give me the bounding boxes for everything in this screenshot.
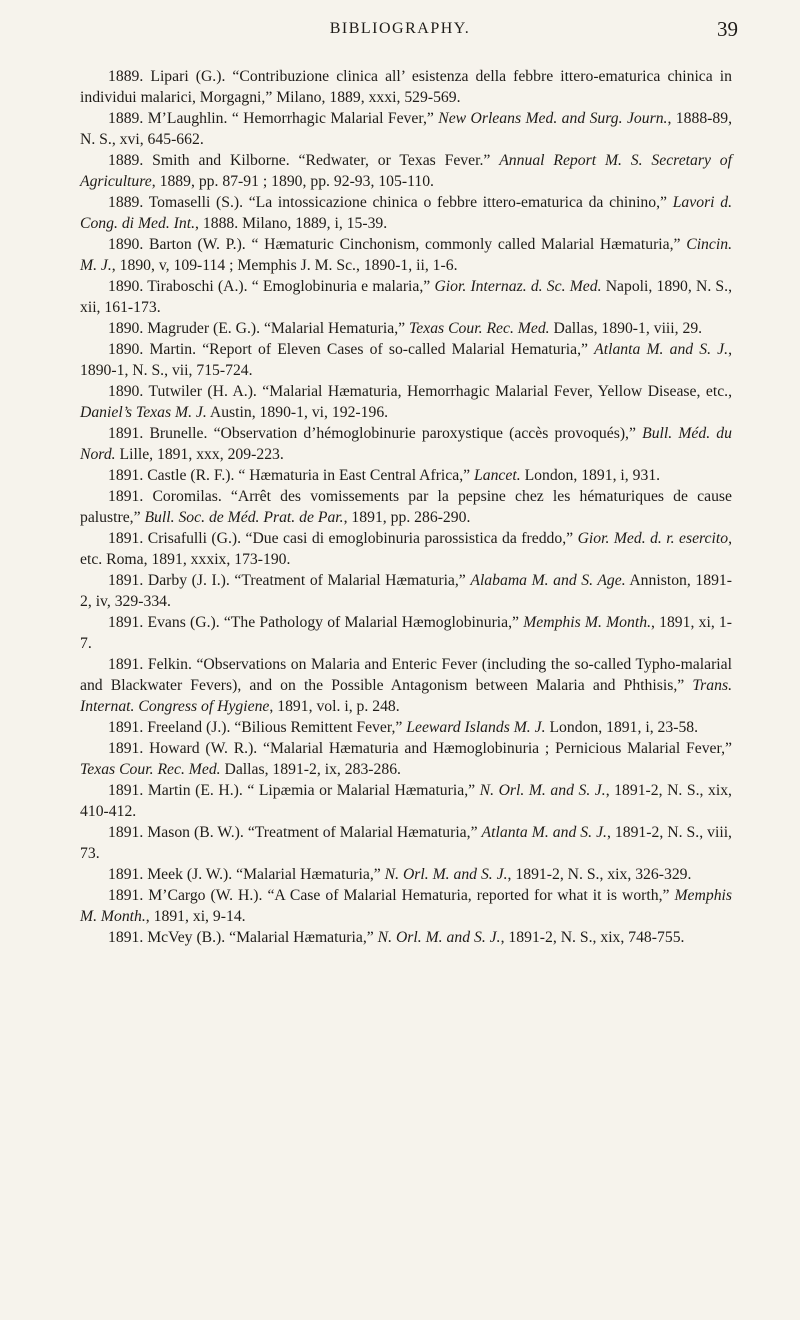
entry-rest: , 1891-2, N. S., xix, 410-412. bbox=[80, 782, 732, 820]
entry-lead: 1890. Barton (W. P.). “ Hæmaturic Cinchonism, commonly called Malarial Hæmaturia,” bbox=[108, 236, 687, 253]
entry-rest: London, 1891, i, 23-58. bbox=[545, 719, 699, 736]
page-number: 39 bbox=[717, 17, 738, 41]
entry-lead: 1891. M’Cargo (W. H.). “A Case of Malarial Hematuria, reported for what it is worth,” bbox=[108, 887, 675, 904]
entry-journal: Lavori d. Cong. di Med. Int. bbox=[80, 194, 732, 232]
entry-lead: 1891. Coromilas. “Arrêt des vomissements par la pepsine chez les hématuriques de cause palustre,” bbox=[80, 488, 732, 526]
entry-journal: Cincin. M. J. bbox=[80, 236, 732, 274]
entry-lead: 1891. Howard (W. R.). “Malarial Hæmaturia and Hæmoglobinuria ; Pernicious Malarial Fever,” bbox=[108, 740, 732, 757]
bibliography-entry bbox=[80, 339, 732, 381]
entry-rest: Dallas, 1891-2, ix, 283-286. bbox=[220, 761, 401, 778]
entry-rest: , 1888-89, N. S., xvi, 645-662. bbox=[80, 110, 732, 148]
entry-lead: 1889. Lipari (G.). “Contribuzione clinica all’ esistenza della febbre ittero-ematurica chinica in individui malarici, Morgagni,” Milano, 1889, xxxi, 529-569. bbox=[80, 68, 732, 106]
entry-lead: 1891. Mason (B. W.). “Treatment of Malarial Hæmaturia,” bbox=[108, 824, 482, 841]
entry-journal: Memphis M. Month. bbox=[523, 614, 651, 631]
entry-journal: Bull. Soc. de Méd. Prat. de Par. bbox=[144, 509, 344, 526]
entry-journal: Texas Cour. Rec. Med. bbox=[80, 761, 221, 778]
entry-lead: 1891. Darby (J. I.). “Treatment of Malarial Hæmaturia,” bbox=[108, 572, 471, 589]
bibliography-entry bbox=[80, 108, 732, 150]
entry-rest: , 1891, xi, 9-14. bbox=[145, 908, 246, 925]
entry-lead: 1890. Tutwiler (H. A.). “Malarial Hæmaturia, Hemorrhagic Malarial Fever, Yellow Disease, etc., bbox=[108, 383, 732, 400]
running-head bbox=[0, 17, 800, 44]
entry-lead: 1891. Crisafulli (G.). “Due casi di emoglobinuria parossistica da freddo,” bbox=[108, 530, 578, 547]
entry-lead: 1889. Tomaselli (S.). “La intossicazione chinica o febbre ittero-ematurica da chinino,” bbox=[108, 194, 673, 211]
bibliography-entry bbox=[80, 423, 732, 465]
bibliography-entry bbox=[80, 234, 732, 276]
bibliography-entry bbox=[80, 822, 732, 864]
entry-rest: , 1889, pp. 87-91 ; 1890, pp. 92-93, 105-110. bbox=[151, 173, 434, 190]
entry-rest: , 1891-2, N. S., viii, 73. bbox=[80, 824, 732, 862]
entry-rest: London, 1891, i, 931. bbox=[520, 467, 661, 484]
entry-rest: Napoli, 1890, N. S., xii, 161-173. bbox=[80, 278, 732, 316]
bibliography-entry bbox=[80, 885, 732, 927]
entry-lead: 1891. Meek (J. W.). “Malarial Hæmaturia,” bbox=[108, 866, 385, 883]
entry-journal: N. Orl. M. and S. J. bbox=[479, 782, 606, 799]
entry-rest: Lille, 1891, xxx, 209-223. bbox=[115, 446, 284, 463]
entry-journal: Bull. Méd. du Nord. bbox=[80, 425, 732, 463]
entry-rest: Dallas, 1890-1, viii, 29. bbox=[549, 320, 703, 337]
entry-journal: Trans. Internat. Congress of Hygiene bbox=[80, 677, 732, 715]
entry-rest: , 1891, vol. i, p. 248. bbox=[269, 698, 400, 715]
bibliography-entry bbox=[80, 381, 732, 423]
bibliography-entry bbox=[80, 66, 732, 108]
entry-journal: Atlanta M. and S. J. bbox=[481, 824, 607, 841]
running-head-title: BIBLIOGRAPHY. bbox=[329, 20, 471, 37]
entry-journal: Atlanta M. and S. J. bbox=[594, 341, 729, 358]
bibliography-entry bbox=[80, 528, 732, 570]
entry-rest: , 1891-2, N. S., xix, 326-329. bbox=[507, 866, 692, 883]
entry-rest: , 1888. Milano, 1889, i, 15-39. bbox=[195, 215, 388, 232]
entry-rest: , 1891, pp. 286-290. bbox=[343, 509, 471, 526]
entry-lead: 1891. McVey (B.). “Malarial Hæmaturia,” bbox=[108, 929, 378, 946]
entry-journal: Annual Report M. S. Secretary of Agriculture bbox=[80, 152, 732, 190]
bibliography-entry bbox=[80, 612, 732, 654]
entry-journal: Gior. Med. d. r. esercito bbox=[577, 530, 729, 547]
entry-journal: Lancet. bbox=[474, 467, 521, 484]
bibliography-entry bbox=[80, 276, 732, 318]
bibliography-entry bbox=[80, 864, 732, 885]
entry-lead: 1890. Magruder (E. G.). “Malarial Hematuria,” bbox=[108, 320, 409, 337]
bibliography-entry bbox=[80, 780, 732, 822]
bibliography-entry bbox=[80, 654, 732, 717]
bibliography-entry bbox=[80, 465, 732, 486]
entry-journal: New Orleans Med. and Surg. Journ. bbox=[438, 110, 668, 127]
bibliography-entry bbox=[80, 738, 732, 780]
entry-journal: N. Orl. M. and S. J. bbox=[377, 929, 501, 946]
entry-lead: 1891. Evans (G.). “The Pathology of Malarial Hæmoglobinuria,” bbox=[108, 614, 524, 631]
entry-journal: Texas Cour. Rec. Med. bbox=[409, 320, 550, 337]
bibliography-entry bbox=[80, 318, 732, 339]
entry-journal: Daniel’s Texas M. J. bbox=[80, 404, 207, 421]
entry-rest: , 1891-2, N. S., xix, 748-755. bbox=[500, 929, 685, 946]
entry-journal: Alabama M. and S. Age. bbox=[470, 572, 626, 589]
entry-lead: 1891. Felkin. “Observations on Malaria and Enteric Fever (including the so-called Typho-malarial and Blackwater Fevers), and on the Possible Antagonism between Malaria and Phthisis,” bbox=[80, 656, 732, 694]
bibliography-entry bbox=[80, 717, 732, 738]
entry-rest: , 1891, xi, 1-7. bbox=[80, 614, 732, 652]
bibliography-list bbox=[80, 66, 732, 948]
entry-journal: N. Orl. M. and S. J. bbox=[384, 866, 508, 883]
bibliography-entry bbox=[80, 150, 732, 192]
entry-rest: Austin, 1890-1, vi, 192-196. bbox=[206, 404, 389, 421]
bibliography-entry bbox=[80, 570, 732, 612]
entry-lead: 1890. Tiraboschi (A.). “ Emoglobinuria e malaria,” bbox=[108, 278, 435, 295]
entry-lead: 1891. Brunelle. “Observation d’hémoglobinurie paroxystique (accès provoqués),” bbox=[108, 425, 643, 442]
entry-lead: 1889. M’Laughlin. “ Hemorrhagic Malarial Fever,” bbox=[108, 110, 439, 127]
bibliography-entry bbox=[80, 927, 732, 948]
entry-lead: 1891. Martin (E. H.). “ Lipæmia or Malarial Hæmaturia,” bbox=[108, 782, 480, 799]
bibliography-entry bbox=[80, 192, 732, 234]
entry-lead: 1890. Martin. “Report of Eleven Cases of so-called Malarial Hematuria,” bbox=[108, 341, 595, 358]
entry-lead: 1889. Smith and Kilborne. “Redwater, or Texas Fever.” bbox=[108, 152, 500, 169]
entry-lead: 1891. Castle (R. F.). “ Hæmaturia in East Central Africa,” bbox=[108, 467, 475, 484]
entry-rest: Anniston, 1891-2, iv, 329-334. bbox=[80, 572, 732, 610]
entry-journal: Memphis M. Month. bbox=[80, 887, 732, 925]
entry-journal: Gior. Internaz. d. Sc. Med. bbox=[434, 278, 602, 295]
entry-rest: , 1890-1, N. S., vii, 715-724. bbox=[80, 341, 732, 379]
entry-journal: Leeward Islands M. J. bbox=[406, 719, 546, 736]
bibliography-entry bbox=[80, 486, 732, 528]
entry-rest: , etc. Roma, 1891, xxxix, 173-190. bbox=[80, 530, 732, 568]
entry-lead: 1891. Freeland (J.). “Bilious Remittent Fever,” bbox=[108, 719, 407, 736]
entry-rest: , 1890, v, 109-114 ; Memphis J. M. Sc., 1890-1, ii, 1-6. bbox=[111, 257, 458, 274]
